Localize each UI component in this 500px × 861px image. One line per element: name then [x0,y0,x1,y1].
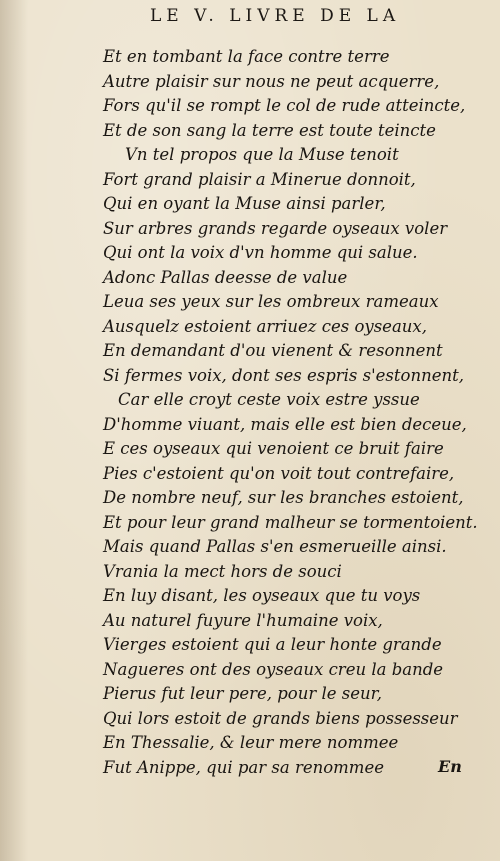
verse-line: En Thessalie, & leur mere nommee [103,733,399,752]
verse-line: Fut Anippe, qui par sa renommee [103,757,384,777]
verse-line: Car elle croyt ceste voix estre yssue [118,390,420,409]
verse-line: Leua ses yeux sur les ombreux rameaux [103,292,439,311]
verse-line: En luy disant, les oyseaux que tu voys [103,586,421,605]
verse-line: De nombre neuf, sur les branches estoient, [103,488,464,507]
verse-line: Adonc Pallas deesse de value [103,267,348,287]
verse-line: Sur arbres grands regarde oyseaux voler [103,218,448,238]
verse-line: E ces oyseaux qui venoient ce bruit faire [103,439,444,458]
verse-line: Au naturel fuyure l'humaine voix, [103,610,383,630]
verse-line: Et pour leur grand malheur se tormentoient. [103,512,478,532]
verse-line: Vn tel propos que la Muse tenoit [125,145,399,164]
catchword: En [438,757,462,776]
verse-line: Vierges estoient qui a leur honte grande [103,635,442,654]
verse-line: Autre plaisir sur nous ne peut acquerre, [103,71,440,91]
verse-line: Si fermes voix, dont ses espris s'estonnent, [103,365,464,385]
verse-line: Nagueres ont des oyseaux creu la bande [103,659,444,679]
verse-line: Fors qu'il se rompt le col de rude atteincte, [103,96,466,115]
verse-line: Qui ont la voix d'vn homme qui salue. [103,243,418,262]
verse-line: Et en tombant la face contre terre [103,47,390,66]
verse-line: Pies c'estoient qu'on voit tout contrefaire, [103,463,455,483]
binding-shadow [0,0,28,861]
running-header: LE V. LIVRE DE LA [150,6,401,26]
verse-line: Pierus fut leur pere, pour le seur, [103,684,382,703]
verse-line: Et de son sang la terre est toute teincte [103,120,436,140]
verse-line: Fort grand plaisir a Minerue donnoit, [103,169,416,189]
verse-line: Mais quand Pallas s'en esmerueille ainsi. [103,537,447,556]
verse-line: Ausquelz estoient arriuez ces oyseaux, [103,316,427,336]
verse-line: Vrania la mect hors de souci [103,561,342,581]
verse-line: Qui en oyant la Muse ainsi parler, [103,194,386,213]
verse-line: Qui lors estoit de grands biens possesseur [103,708,458,728]
verse-line: D'homme viuant, mais elle est bien deceue, [103,414,467,434]
verse-line: En demandant d'ou vienent & resonnent [103,341,443,360]
